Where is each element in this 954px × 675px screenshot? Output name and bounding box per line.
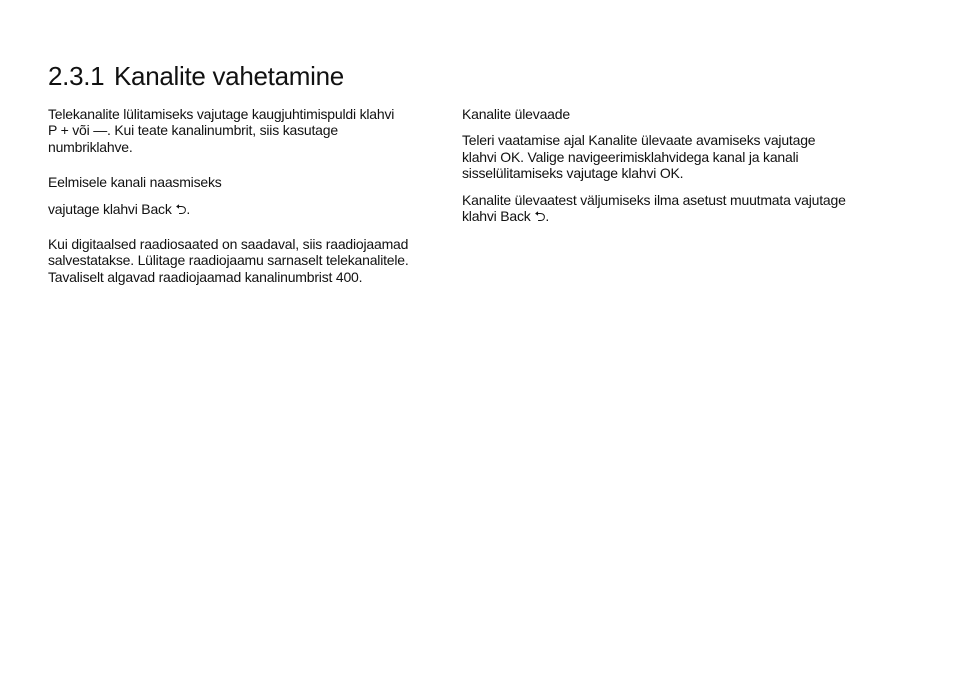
radio-stations-paragraph: Kui digitaalsed raadiosaated on saadaval, siis raadiojaamad salvestatakse. Lülitage raadiojaamu sarnaselt telekanalitele. Tavaliselt algavad raadiojaamad kanalinumbrist 400. bbox=[48, 236, 409, 285]
previous-channel-heading: Eelmisele kanali naasmiseks bbox=[48, 174, 222, 191]
left-column bbox=[48, 106, 420, 285]
channel-overview-heading: Kanalite ülevaade bbox=[462, 106, 570, 122]
previous-channel-text: vajutage klahvi Back bbox=[48, 200, 172, 217]
section-title: Kanalite vahetamine bbox=[114, 61, 344, 91]
back-arrow-icon: ⮌ bbox=[534, 208, 546, 225]
section-number: 2.3.1 bbox=[48, 61, 105, 91]
channel-switch-paragraph: Telekanalite lülitamiseks vajutage kaugjuhtimispuldi klahvi P + või —. Kui teate kanalinumbrit, siis kasutage numbriklahve. bbox=[48, 106, 395, 155]
section-heading bbox=[48, 60, 344, 92]
previous-channel-end: . bbox=[186, 200, 191, 217]
overview-exit-text: Kanalite ülevaatest väljumiseks ilma asetust muutmata vajutage klahvi Back bbox=[462, 191, 846, 225]
right-column bbox=[462, 106, 847, 224]
back-arrow-icon: ⮌ bbox=[175, 200, 187, 217]
channel-overview-paragraph: Teleri vaatamise ajal Kanalite ülevaate avamiseks vajutage klahvi OK. Valige navigeerimisklahvidega kanal ja kanali sisselülitamiseks vajutage klahvi OK. bbox=[462, 132, 816, 182]
channel-overview-exit-paragraph bbox=[462, 192, 847, 225]
overview-exit-end: . bbox=[545, 208, 550, 225]
previous-channel-instruction bbox=[48, 201, 420, 217]
